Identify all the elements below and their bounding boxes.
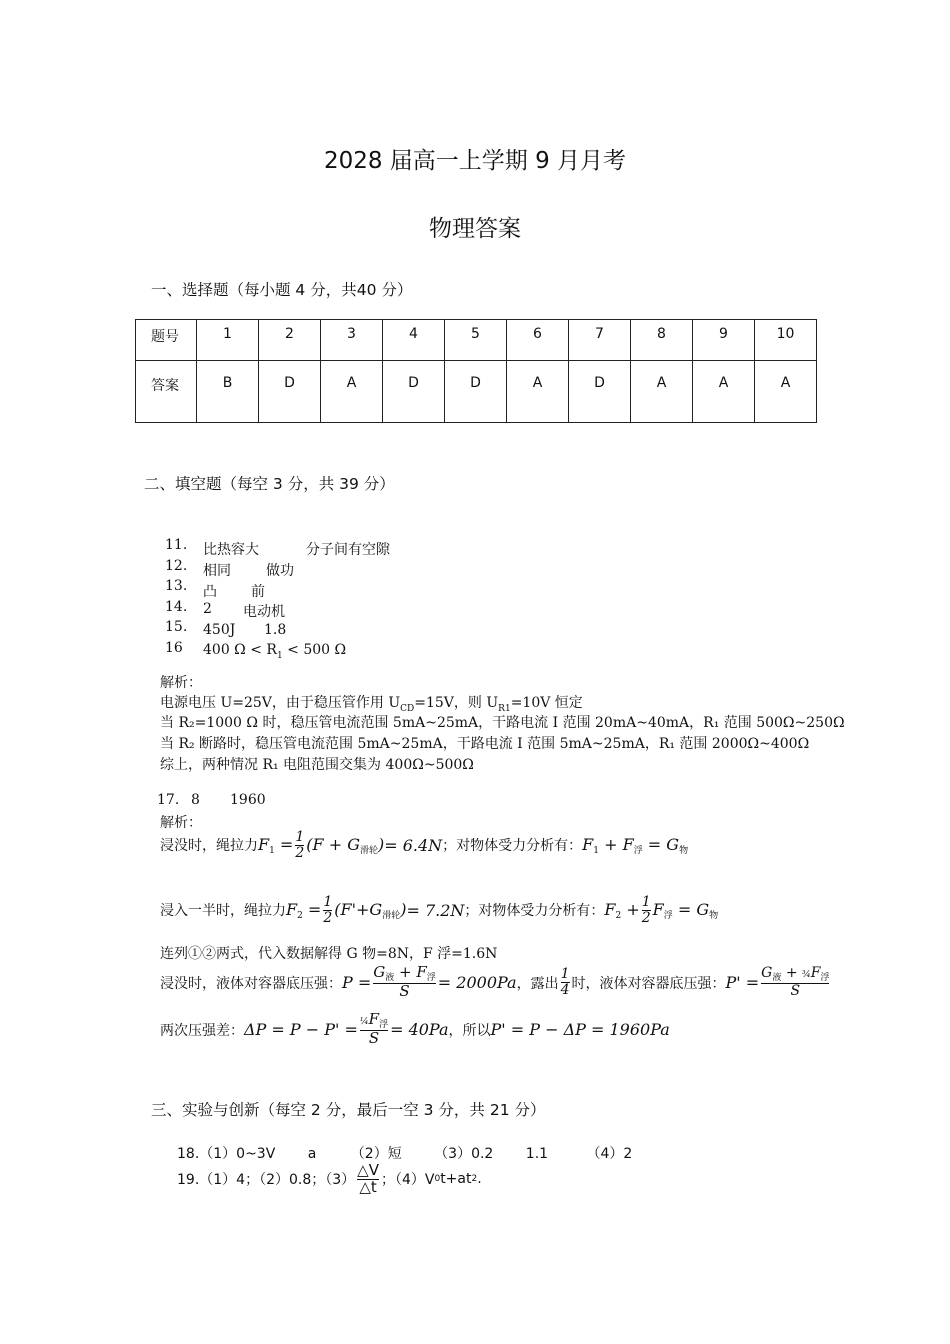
table-cell: 5 [445,320,507,361]
formula: ΔP = P − P' = [244,1020,358,1040]
answer-b: 前 [251,584,265,600]
fraction: $\frac{G_液 + F_浮}{S}$ [373,963,436,1001]
formula-line-4 [160,965,831,1000]
formula-result: = 40Pa [390,1020,449,1040]
answer-a: 凸 [203,584,217,600]
formula-result: = 7.2N [406,900,465,920]
answer-text: （2）短 [350,1146,402,1162]
formula-text: ，露出 [516,975,559,992]
table-cell: D [445,361,507,423]
subscript: 0 [434,1174,441,1185]
answer-text: ；（4）V [380,1172,435,1189]
table-cell: 7 [569,320,631,361]
analysis-line: 综上，两种情况 R₁ 电阻范围交集为 400Ω~500Ω [160,757,474,773]
answer-b: 1960 [230,792,266,808]
formula-text: ；对物体受力分析有： [442,838,583,855]
item-number: 13. [165,578,188,594]
table-cell: D [383,361,445,423]
answer-a [203,642,346,661]
item-number: 14. [165,599,188,615]
analysis-line: 连列①②两式，代入数据解得 G 物=8N，F 浮=1.6N [160,946,498,962]
formula-text: 浸没时，绳拉力 [160,838,258,855]
superscript: 2 [471,1174,478,1185]
formula: $F_1$ = [258,834,294,856]
item-number: 15. [165,619,188,635]
answer-text: . [477,1171,482,1188]
table-cell: 10 [755,320,817,361]
answer-table [135,319,817,423]
fraction: $\frac{1}{2}$ [323,894,333,926]
formula: $F_浮 = G_物$ [652,899,719,921]
formula: $(F + G_{滑轮})$ [306,834,385,856]
table-cell: A [507,361,569,423]
analysis-text: =15V，则 U [414,695,499,711]
item-number: 12. [165,558,188,574]
table-cell: D [569,361,631,423]
fraction: $\frac{1}{4}$ [560,966,570,999]
answer-text: 19.（1）4；（2）0.8；（3） [177,1172,356,1189]
analysis-text: 电源电压 U=25V，由于稳压管作用 U [160,695,401,711]
table-cell: A [631,361,693,423]
section2-heading: 二、填空题（每空 3 分，共 39 分） [144,475,395,493]
fraction: $\frac{1}{2}$ [295,829,305,861]
item-number: 11. [165,537,188,553]
table-row [136,361,817,423]
answer-a: 比热容大 [203,542,259,558]
answer-a-text: 400 Ω < R [203,642,277,658]
analysis-text: =10V 恒定 [510,695,583,711]
table-cell: 6 [507,320,569,361]
answer-b: 1.8 [264,622,287,638]
table-row [136,320,817,361]
analysis-label: 解析： [160,675,202,691]
table-cell: A [755,361,817,423]
item-number: 17. [157,792,180,808]
formula-text: ；对物体受力分析有： [464,903,605,920]
table-cell: A [693,361,755,423]
table-cell: 2 [259,320,321,361]
analysis-line: 当 R₂ 断路时，稳压管电流范围 5mA~25mA，干路电流 I 范围 5mA~25mA，R₁ 范围 2000Ω~400Ω [160,736,810,752]
answer-a-tail: < 500 Ω [282,642,347,658]
answer-text: t+at [440,1171,472,1188]
answer-text: 18.（1）0~3V [177,1146,276,1162]
section1-heading: 一、选择题（每小题 4 分，共40 分） [151,281,413,299]
formula-line-1 [160,830,688,860]
page-title: 2028 届高一上学期 9 月月考 [323,148,627,174]
answer-text: （4）2 [586,1146,633,1162]
formula: P' = [725,973,760,993]
page-subtitle: 物理答案 [429,216,521,242]
formula-text: 两次压强差： [160,1022,244,1039]
answer-text: 1.1 [525,1146,549,1162]
section3-heading: 三、实验与创新（每空 2 分，最后一空 3 分，共 21 分） [151,1101,546,1119]
subscript: CD [400,703,415,714]
answer-a: 相同 [203,563,231,579]
table-cell: 9 [693,320,755,361]
analysis-line [160,692,583,714]
formula-result: P' = P − ΔP = 1960Pa [490,1020,670,1040]
row-label: 题号 [136,320,197,361]
formula: $(F'+G_{滑轮})$ [334,899,407,921]
item-number: 16 [165,640,183,656]
answer-a: 2 [203,601,212,617]
q18-answers [177,1143,632,1163]
q19-answers [177,1163,482,1196]
formula-text: 浸入一半时，绳拉力 [160,903,286,920]
formula: $F_2$ + [604,899,640,921]
formula: $F_1 + F_浮 = G_物$ [582,834,689,856]
subscript: 1 [276,650,283,661]
fraction: $\frac{\triangle V}{\triangle t}$ [357,1161,379,1196]
table-cell: A [321,361,383,423]
table-cell: 8 [631,320,693,361]
table-cell: 1 [197,320,259,361]
analysis-label: 解析： [160,815,202,831]
formula-result: = 6.4N [384,835,443,855]
table-cell: B [197,361,259,423]
table-cell: D [259,361,321,423]
answer-b: 电动机 [243,604,285,620]
answer-text: （3）0.2 [434,1146,494,1162]
formula: P = [342,973,372,993]
formula-line-2 [160,895,718,925]
formula-text: 浸没时，液体对容器底压强： [160,975,342,992]
fraction: $\frac{\frac{1}{4}F_浮}{S}$ [359,1010,389,1048]
answer-text: a [307,1146,317,1162]
formula-line-5 [160,1012,670,1047]
table-cell: 4 [383,320,445,361]
formula-text: 时，液体对容器底压强： [571,975,726,992]
subscript: R1 [498,703,511,714]
answer-a: 8 [191,792,200,808]
answer-a: 450J [203,622,236,638]
answer-b: 分子间有空隙 [306,542,390,558]
fraction: $\frac{1}{2}$ [641,894,651,926]
row-label: 答案 [136,361,197,423]
fraction: $\frac{G_液 + \frac{3}{4}F_浮}{S}$ [761,965,830,1000]
formula: $F_2$ = [286,899,322,921]
formula-text: ，所以 [448,1022,491,1039]
answer-b: 做功 [266,563,294,579]
analysis-line: 当 R₂=1000 Ω 时，稳压管电流范围 5mA~25mA，干路电流 I 范围 20mA~40mA，R₁ 范围 500Ω~250Ω [160,715,845,731]
formula-result: = 2000Pa [437,973,517,993]
table-cell: 3 [321,320,383,361]
